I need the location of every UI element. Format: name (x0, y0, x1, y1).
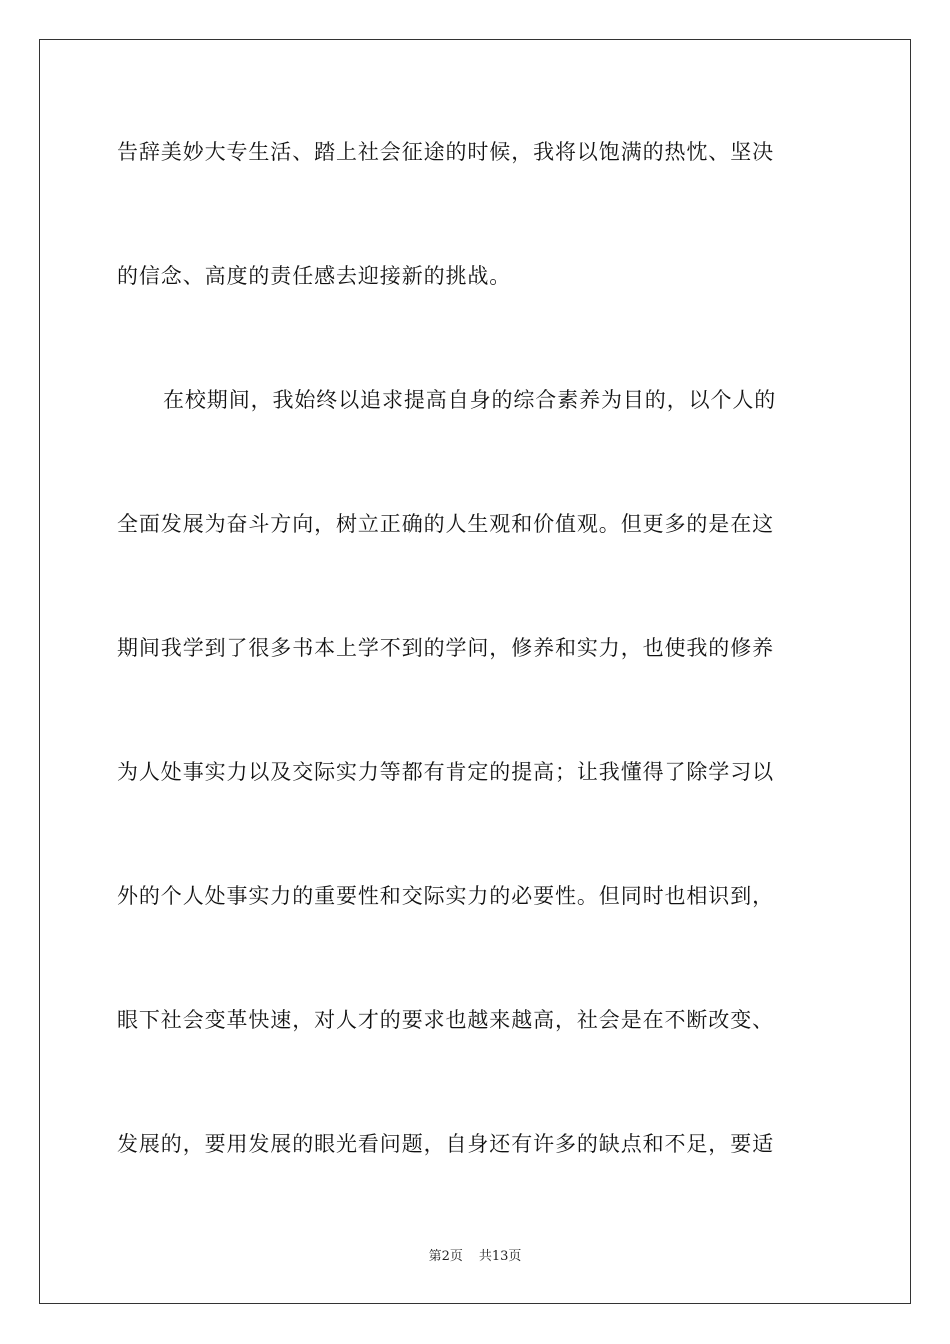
text-line-8: 眼下社会变革快速，对人才的要求也越来越高，社会是在不断改变、 (117, 1008, 774, 1032)
page-number: 第2页 (428, 1249, 463, 1264)
text-line-1: 告辞美妙大专生活、踏上社会征途的时候，我将以饱满的热忱、坚决 (117, 140, 774, 164)
text-line-5: 期间我学到了很多书本上学不到的学问，修养和实力，也使我的修养 (117, 636, 774, 660)
text-line-3: 在校期间，我始终以追求提高自身的综合素养为目的，以个人的 (163, 388, 777, 412)
page-total: 共13页 (478, 1249, 522, 1264)
text-line-2: 的信念、高度的责任感去迎接新的挑战。 (117, 264, 512, 288)
text-line-9: 发展的，要用发展的眼光看问题，自身还有许多的缺点和不足，要适 (117, 1132, 774, 1156)
text-line-6: 为人处事实力以及交际实力等都有肯定的提高；让我懂得了除学习以 (117, 760, 774, 784)
text-line-4: 全面发展为奋斗方向，树立正确的人生观和价值观。但更多的是在这 (117, 512, 774, 536)
page-border (39, 39, 911, 1304)
page-footer (0, 1248, 950, 1266)
text-line-7: 外的个人处事实力的重要性和交际实力的必要性。但同时也相识到， (117, 884, 774, 908)
